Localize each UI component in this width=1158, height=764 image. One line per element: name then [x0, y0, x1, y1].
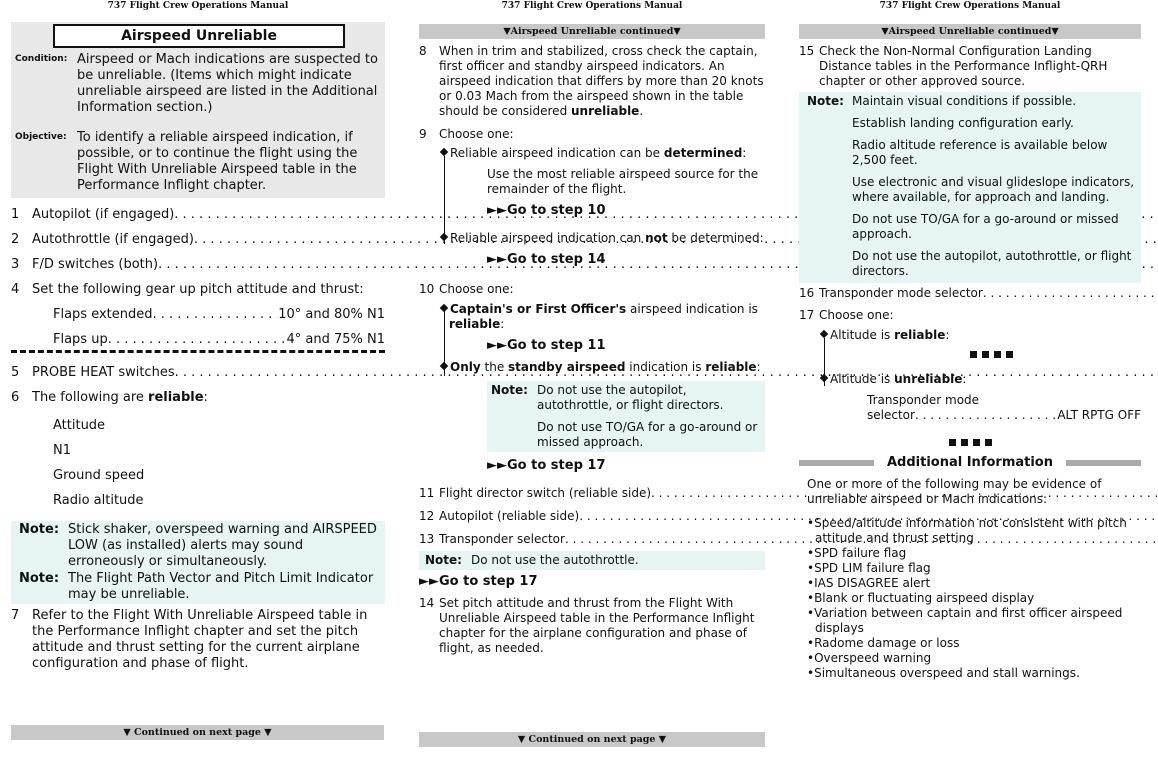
step-1: 1 Autopilot (if engaged) . . . [11, 207, 385, 232]
list-item: •SPD failure flag [807, 546, 907, 560]
go-to-step-17: ►►Go to step 17 [487, 458, 606, 473]
step-8: 8 When in trim and stabilized, cross check the captain, first officer and standby airspeed indicators. An airspeed indication that differs by more than 20 knots or 0.03 Mach from the airspeed shown in the table should be considered unreliable. [419, 44, 764, 118]
note-label: Note: [807, 94, 844, 108]
step-15: 15 Check the Non-Normal Configuration Landing Distance tables in the Performance Inflight-QRH chapter or other approved source. [799, 44, 1108, 88]
step-9-options: Reliable airspeed indication can be determined: Use the most reliable airspeed source for the remainder of the flight. ►►Go to step 10 Reliable airspeed indication can not be determined: ►►Go to step 14 [441, 146, 765, 268]
continued-header: ▼Airspeed Unreliable continued▼ [419, 24, 765, 39]
reliable-list [53, 414, 385, 514]
end-of-checklist-marker [821, 351, 1141, 358]
end-of-checklist-marker [799, 439, 1141, 446]
continued-header: ▼Airspeed Unreliable continued▼ [799, 24, 1141, 39]
go-to-step-11: ►►Go to step 11 [487, 338, 606, 353]
note-label: Note: [491, 383, 528, 397]
additional-info-heading: Additional Information [799, 455, 1141, 471]
step-4-flaps-extended: Flaps extended . . . 10° and 80% N1 [53, 307, 385, 332]
list-item: •Variation between captain and first officer airspeed displays [807, 606, 1123, 635]
step-14: 14 Set pitch attitude and thrust from the Flight With Unreliable Airspeed table in the Performance Inflight chapter for the airplane configuration and phase of flight, as needed. [419, 596, 755, 655]
step-9: 9 Choose one: [419, 127, 514, 141]
step-13: 13 Transponder selector . . . [419, 532, 765, 551]
note-box: Note: Maintain visual conditions if possible. Establish landing configuration early. Radio altitude reference is available below 2,500 feet. Use electronic and visual glideslope indicators, where available, for approach and landing. Do not use TO/GA for a go-around or missed approach. Do not use the autopilot, autothrottle, or flight directors. [799, 92, 1141, 283]
manual-header: 737 Flight Crew Operations Manual [501, 1, 683, 11]
list-item: Radio altitude [53, 493, 144, 508]
condition-text: Airspeed or Mach indications are suspected to be unreliable. (Items which might indicate unreliable airspeed are listed in the Additional Information section.) [77, 52, 378, 115]
step-11: 11 Flight director switch (reliable side) . . . [419, 486, 765, 509]
step-4: 4 Set the following gear up pitch attitude and thrust: [11, 282, 364, 297]
option-diamond-icon [440, 362, 448, 370]
additional-info-intro: One or more of the following may be evidence of unreliable airspeed or Mach indications: [807, 477, 1102, 506]
continued-footer: ▼ Continued on next page ▼ [419, 732, 765, 747]
option-diamond-icon [820, 330, 828, 338]
list-item: Attitude [53, 418, 106, 433]
option-detail: Use the most reliable airspeed source for the remainder of the flight. [487, 167, 759, 196]
list-item: •Radome damage or loss [807, 636, 960, 650]
condition-objective-box [11, 22, 385, 198]
list-item: •SPD LIM failure flag [807, 561, 931, 575]
checklist-title: Airspeed Unreliable [53, 24, 345, 48]
note-box: Note: Do not use the autothrottle. [419, 551, 765, 570]
step-12: 12 Autopilot (reliable side) . . . [419, 509, 765, 532]
note-text: The Flight Path Vector and Pitch Limit Indicator may be unreliable. [68, 571, 374, 602]
go-to-step-14: ►►Go to step 14 [487, 252, 606, 267]
page-column-2 [419, 0, 765, 656]
option-bracket [444, 156, 445, 244]
list-item: N1 [53, 443, 71, 458]
step-17: 17 Choose one: [799, 308, 894, 322]
step-4-flaps-up: Flaps up . . . 4° and 75% N1 [53, 332, 385, 350]
step-2: 2 Autothrottle (if engaged) . . . [11, 232, 385, 257]
step-7: 7 Refer to the Flight With Unreliable Airspeed table in the Performance Inflight chapter and set the pitch attitude and thrust setting for the current airplane configuration and phase of flight. [11, 608, 368, 671]
page-column-3 [799, 0, 1141, 681]
manual-header: 737 Flight Crew Operations Manual [879, 1, 1061, 11]
option-diamond-icon [440, 304, 448, 312]
manual-header: 737 Flight Crew Operations Manual [107, 1, 289, 11]
list-item: •Simultaneous overspeed and stall warnings. [807, 666, 1080, 680]
option-diamond-icon [820, 374, 828, 382]
section-divider [11, 350, 385, 353]
list-item: •Blank or fluctuating airspeed display [807, 591, 1035, 605]
go-to-step-17: ►►Go to step 17 [419, 574, 538, 589]
step-3: 3 F/D switches (both) . . . [11, 257, 385, 282]
option-diamond-icon [440, 233, 448, 241]
note-box [11, 521, 385, 604]
note-box: Note: Do not use the autopilot, autothrottle, or flight directors. Do not use TO/GA for a go-around or missed approach. [487, 381, 765, 452]
transponder-alt-rptg: selector . . . ALT RPTG OFF [867, 408, 1141, 423]
option-diamond-icon [440, 148, 448, 156]
step-10-options: Captain's or First Officer's airspeed indication is reliable: ►►Go to step 11 Only the standby airspeed indication is reliable: Note: Do not use the autopilot, autothrottle, or flight directors. Do not use TO/GA for a go-around or missed approach. ►►Go to step 17 [441, 302, 765, 474]
objective-text: To identify a reliable airspeed indication, if possible, or to continue the flight using the Flight With Unreliable Airspeed table in the Performance Inflight chapter. [77, 130, 358, 193]
step-16: 16 Transponder mode selector . . . [799, 286, 1141, 308]
condition-label: Condition: [15, 54, 68, 64]
note-text: Stick shaker, overspeed warning and AIRSPEED LOW (as installed) alerts may sound erroneously or simultaneously. [68, 522, 377, 569]
evidence-list [807, 516, 1141, 681]
note-label: Note: [19, 522, 60, 537]
objective-label: Objective: [15, 132, 67, 142]
page-column-1 [11, 0, 385, 672]
step-6: 6 The following are reliable: [11, 390, 208, 405]
list-item: •Overspeed warning [807, 651, 932, 665]
note-label: Note: [425, 553, 462, 567]
list-item: Ground speed [53, 468, 145, 483]
step-5: 5 PROBE HEAT switches . . . [11, 365, 385, 390]
go-to-step-10: ►►Go to step 10 [487, 203, 606, 218]
step-10: 10 Choose one: [419, 282, 514, 296]
note-label: Note: [19, 571, 60, 586]
continued-footer: ▼ Continued on next page ▼ [11, 725, 384, 740]
list-item: •IAS DISAGREE alert [807, 576, 931, 590]
list-item: •Speed/altitude information not consistent with pitch attitude and thrust setting [807, 516, 1127, 545]
step-17-options: Altitude is reliable: Altitude is unreliable: Transponder mode selector . . . ALT RPTG OFF [821, 328, 1141, 423]
